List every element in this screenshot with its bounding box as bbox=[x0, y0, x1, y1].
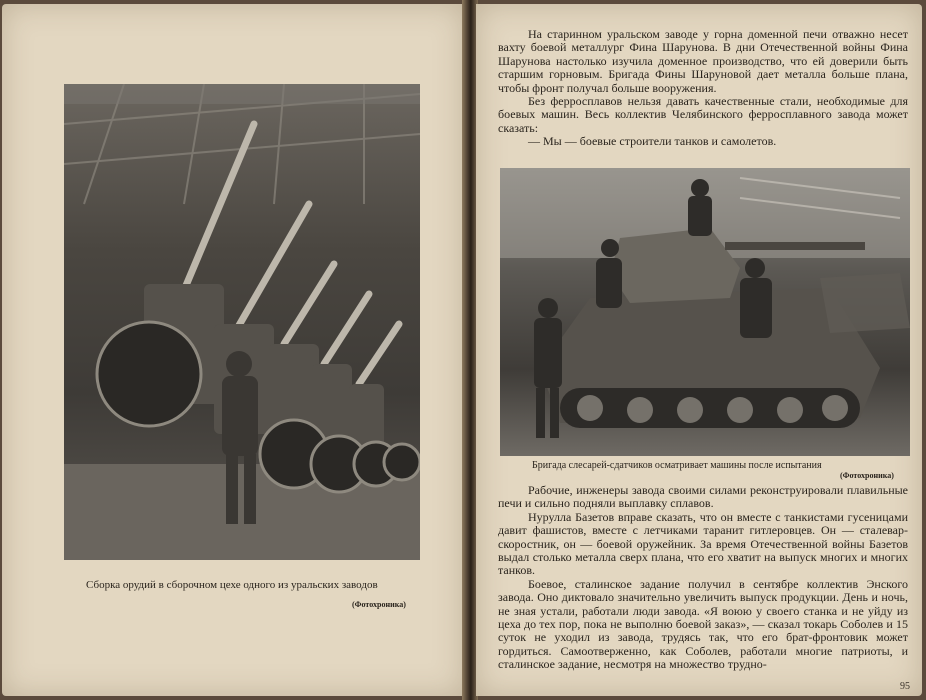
paragraph: Нурулла Базетов вправе сказать, что он вместе с танкистами гусеницами давит фашистов, вместе с летчиками таранит гитлеровцев. Он — сталевар-скоростник, он — боевой оружейник. За время Отечественной войны Базетов выдал столько металла сверх плана, что его хватит на выпуск многих и многих танков. bbox=[498, 509, 908, 578]
right-photo-credit: (Фотохроника) bbox=[840, 471, 894, 480]
quote-line: — Мы — боевые строители танков и самолетов. bbox=[528, 134, 777, 149]
text-block-bottom bbox=[498, 484, 908, 672]
left-photo-caption: Сборка орудий в сборочном цехе одного из уральских заводов bbox=[86, 579, 378, 591]
right-photo-caption: Бригада слесарей-сдатчиков осматривает машины после испытания bbox=[532, 460, 822, 471]
tank-inspection-illustration bbox=[500, 168, 910, 456]
photo-gun-assembly bbox=[64, 84, 420, 560]
paragraph: Боевое, сталинское задание получил в сентябре коллектив Энского завода. Оно диктовало значительно увеличить выпуск продукции. День и ночь, не зная устали, работали люди завода. «Я воюю у своего станка и не уйду из цеха до тех пор, пока не выполню боевой заказ», — сказал токарь Соболев и 15 суток не уходил из завода, трудясь так, что его брат-фронтовик может гордиться. Самоотверженно, как Соболев, работали многие патриоты, и сталинское задание, несмотря на множество трудно- bbox=[498, 576, 908, 672]
text-block-top bbox=[498, 28, 908, 149]
paragraph: Рабочие, инженеры завода своими силами реконструировали плавильные печи и сильно подняли выплавку сплавов. bbox=[498, 483, 908, 511]
page-number: 95 bbox=[900, 681, 910, 692]
left-photo-credit: (Фотохроника) bbox=[352, 600, 406, 609]
gun-assembly-illustration bbox=[64, 84, 420, 560]
photo-tank-inspection bbox=[500, 168, 910, 456]
paragraph: На старинном уральском заводе у горна доменной печи отважно несет вахту боевой металлург Фина Шарунова. В дни Отечественной войны Фина Шарунова настолько изучила доменное производство, что ей доверили быть старшим горновым. Бригада Фины Шаруновой дает металла больше плана, чтобы фронт получал больше вооружения. bbox=[498, 27, 908, 95]
paragraph: Без ферросплавов нельзя давать качественные стали, необходимые для боевых машин. Весь коллектив Челябинского ферросплавного завода может сказать: bbox=[498, 94, 908, 135]
